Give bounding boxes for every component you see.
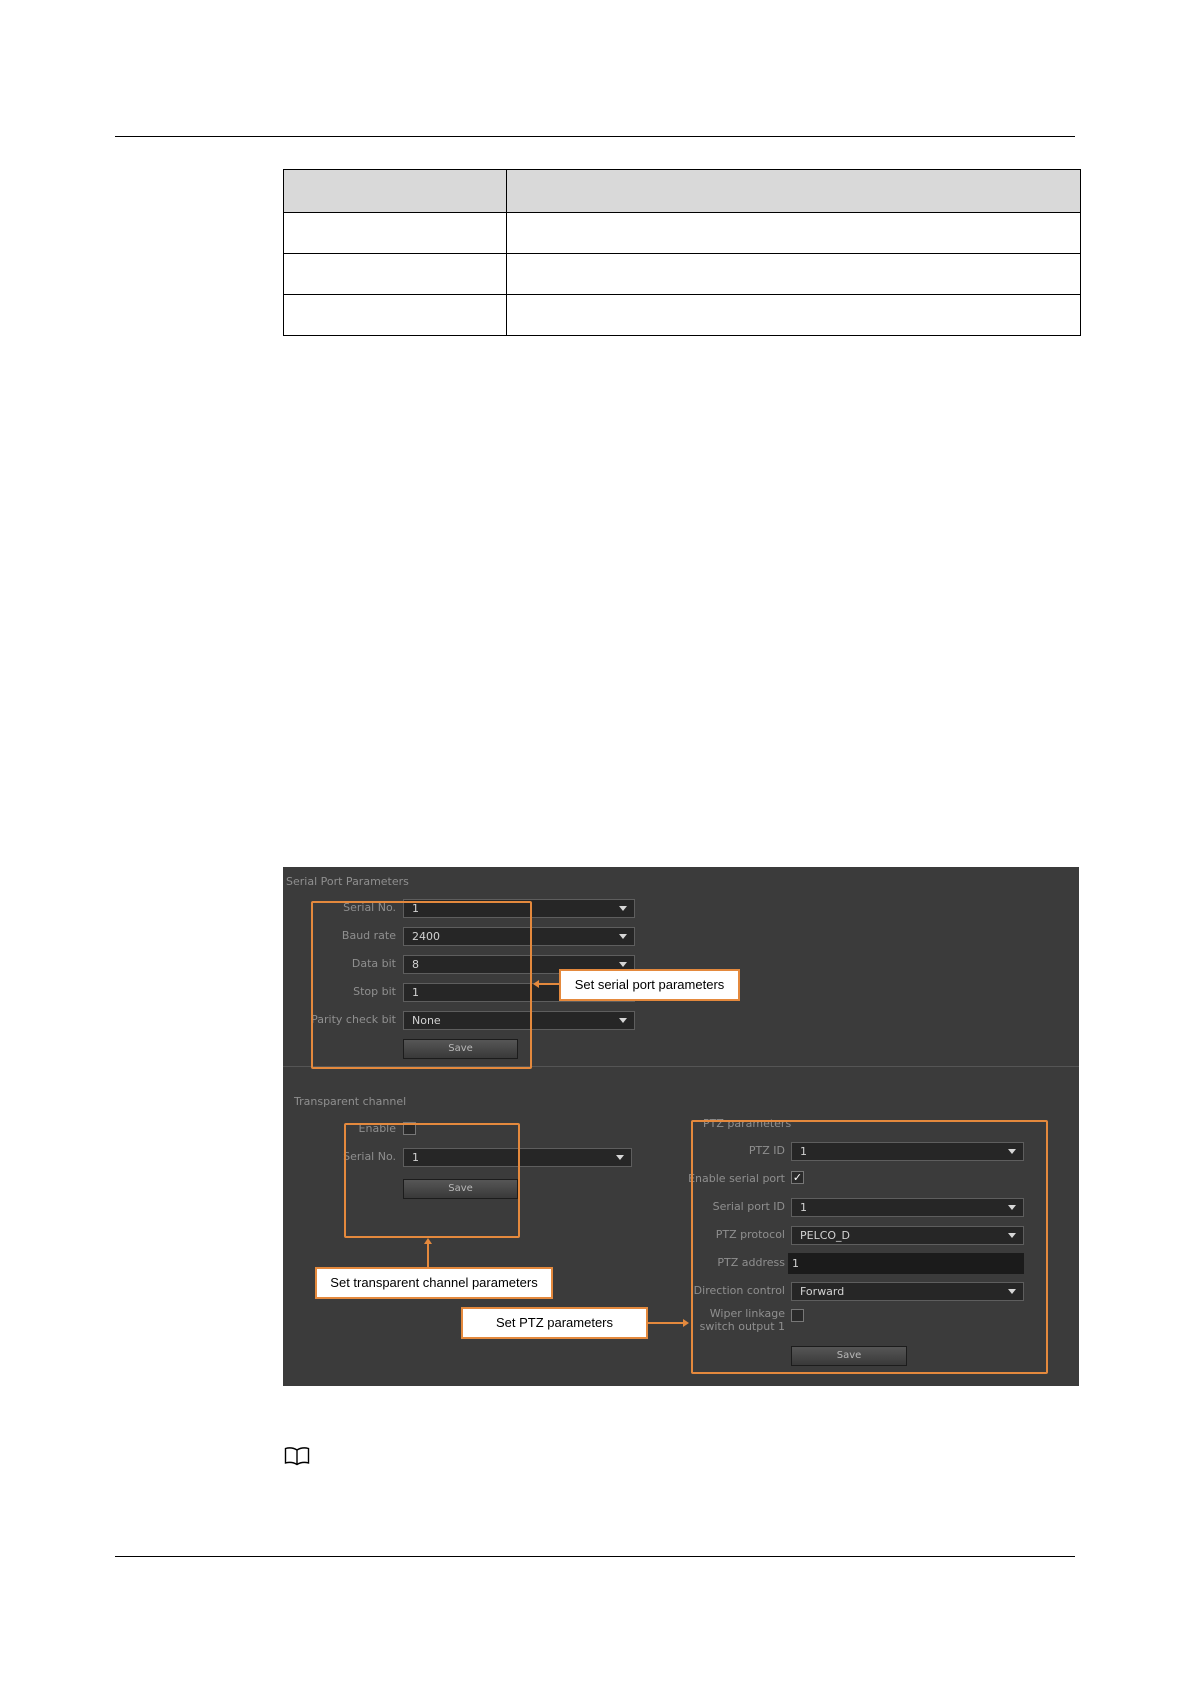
direction-control-value: Forward: [800, 1285, 845, 1298]
ptz-save-button[interactable]: Save: [791, 1346, 907, 1366]
transparent-callout-arrowhead-icon: [424, 1238, 432, 1244]
enable-serial-port-label: Enable serial port: [688, 1172, 785, 1185]
dropdown-arrow-icon: [616, 1155, 624, 1160]
serial-callout-arrowhead-icon: [533, 980, 539, 988]
parameter-table: [283, 169, 1081, 336]
serial-port-save-button[interactable]: Save: [403, 1039, 518, 1059]
parity-check-value: None: [412, 1014, 441, 1027]
serial-no-value: 1: [412, 902, 419, 915]
table-cell: [284, 254, 507, 295]
ptz-section-title: PTZ parameters: [703, 1117, 792, 1130]
enable-label: Enable: [358, 1122, 396, 1135]
ptz-callout-arrowhead-icon: [683, 1319, 689, 1327]
wiper-label-line-2: switch output 1: [699, 1320, 785, 1333]
ptz-callout: Set PTZ parameters: [461, 1307, 648, 1339]
wiper-label-line-1: Wiper linkage: [709, 1307, 785, 1320]
table-cell: [284, 213, 507, 254]
serial-port-highlight-box: [311, 901, 532, 1069]
table-header-cell: [284, 170, 507, 213]
stop-bit-value: 1: [412, 986, 419, 999]
ptz-callout-line: [646, 1322, 684, 1324]
dropdown-arrow-icon: [619, 934, 627, 939]
dropdown-arrow-icon: [619, 906, 627, 911]
table-cell: [507, 254, 1081, 295]
ptz-id-value: 1: [800, 1145, 807, 1158]
baud-rate-value: 2400: [412, 930, 440, 943]
transparent-channel-save-button[interactable]: Save: [403, 1179, 518, 1199]
data-bit-value: 8: [412, 958, 419, 971]
transparent-serial-no-label: Serial No.: [343, 1150, 396, 1163]
ptz-highlight-box: [691, 1120, 1048, 1374]
table-header-cell: [507, 170, 1081, 213]
enable-serial-port-checkbox[interactable]: ✓: [792, 1171, 803, 1184]
serial-callout: Set serial port parameters: [559, 969, 740, 1001]
footer-rule: [115, 1556, 1075, 1557]
table-header-row: [284, 170, 1081, 213]
ptz-address-input[interactable]: 1: [788, 1253, 1024, 1274]
serial-port-section-title: Serial Port Parameters: [286, 875, 409, 888]
transparent-channel-section-title: Transparent channel: [294, 1095, 407, 1108]
table-cell: [507, 213, 1081, 254]
table-cell: [507, 295, 1081, 336]
transparent-channel-highlight-box: [344, 1123, 520, 1238]
baud-rate-label: Baud rate: [341, 929, 396, 942]
table-row: [284, 213, 1081, 254]
transparent-callout: Set transparent channel parameters: [315, 1267, 553, 1299]
ptz-protocol-value: PELCO_D: [800, 1229, 851, 1242]
ptz-id-label: PTZ ID: [748, 1144, 785, 1157]
serial-port-id-value: 1: [800, 1201, 807, 1214]
dropdown-arrow-icon: [619, 962, 627, 967]
settings-screenshot: [283, 867, 1079, 1386]
ptz-protocol-label: PTZ protocol: [715, 1228, 785, 1241]
ptz-address-label: PTZ address: [717, 1256, 785, 1269]
table-row: [284, 295, 1081, 336]
serial-no-label: Serial No.: [343, 901, 396, 914]
transparent-serial-no-value: 1: [412, 1151, 419, 1164]
direction-control-label: Direction control: [693, 1284, 785, 1297]
table-cell: [284, 295, 507, 336]
dropdown-arrow-icon: [619, 1018, 627, 1023]
stop-bit-label: Stop bit: [353, 985, 396, 998]
table-row: [284, 254, 1081, 295]
transparent-callout-line: [427, 1243, 429, 1268]
data-bit-label: Data bit: [351, 957, 396, 970]
header-rule: [115, 136, 1075, 137]
parity-check-label: Parity check bit: [311, 1013, 396, 1026]
serial-port-id-label: Serial port ID: [712, 1200, 785, 1213]
book-icon: [284, 1446, 310, 1466]
